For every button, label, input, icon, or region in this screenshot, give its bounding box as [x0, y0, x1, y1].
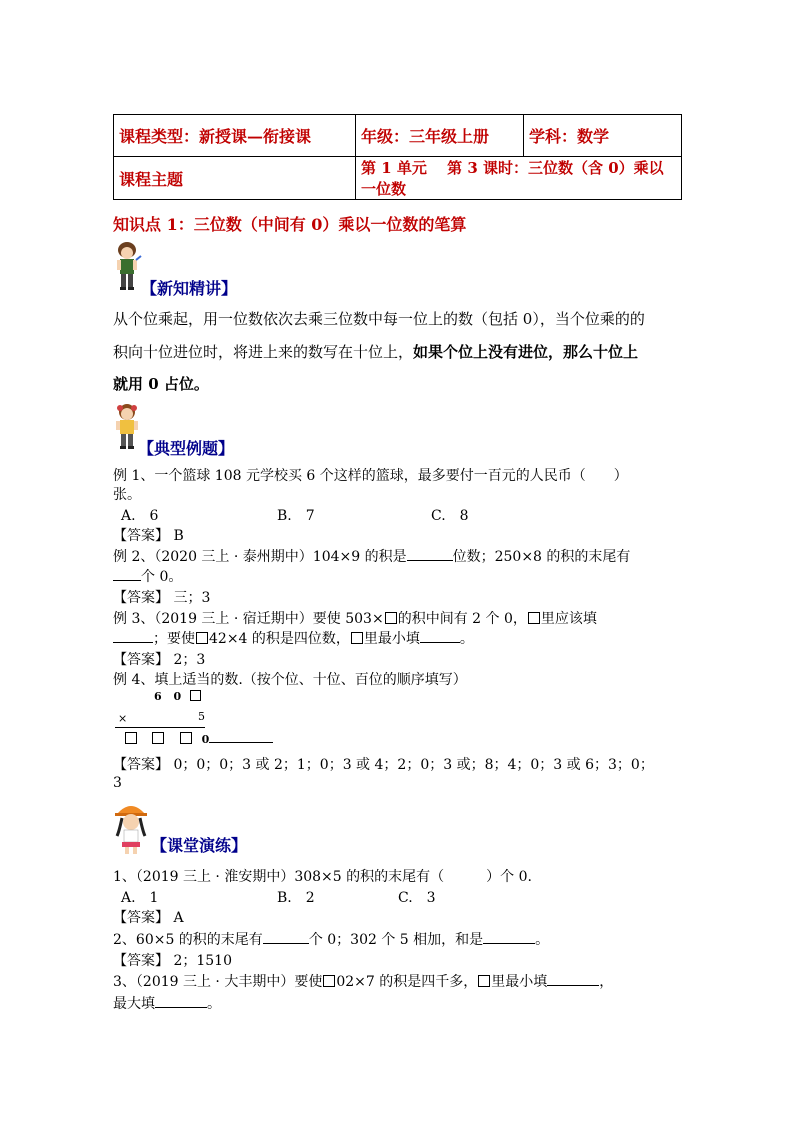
q2-text-a: 2、60×5 的积的末尾有 — [113, 932, 263, 948]
q1-option-b: B. 2 — [277, 890, 315, 906]
ex3-answer: 【答案】 2；3 — [113, 652, 206, 668]
ex4-result-zero: 0 — [201, 733, 210, 746]
ex3-text-b: 的积中间有 2 个 0， — [397, 611, 527, 627]
ex4-top-box[interactable] — [190, 690, 201, 701]
new-knowledge-heading: 【新知精讲】 — [141, 279, 238, 298]
q3-text-e: 最大填 — [113, 996, 155, 1012]
ex3-text-e: 42×4 的积是四位数， — [209, 631, 350, 647]
ex1-option-a: A. 6 — [121, 508, 159, 524]
q3-text-f: 。 — [207, 996, 221, 1012]
ex3-line-2 — [113, 628, 474, 648]
ex3-text-d: ；要使 — [153, 631, 195, 647]
ex4-times-sign: × — [118, 712, 128, 725]
q2-answer: 【答案】 2；1510 — [113, 953, 232, 969]
line3-bold: 就用 0 占位。 — [113, 375, 209, 393]
subject-cell: 学科：数学 — [524, 115, 682, 157]
q3-text-d: ， — [599, 974, 614, 990]
ex2-line-1 — [113, 546, 630, 566]
q2-blank-1[interactable] — [263, 930, 309, 944]
ex2-blank-1[interactable] — [407, 547, 453, 561]
ex4-result-row — [124, 731, 273, 747]
ex2-line-2 — [113, 566, 182, 586]
girl-hat-cartoon-icon — [113, 800, 149, 856]
knowledge-point-title: 知识点 1：三位数（中间有 0）乘以一位数的笔算 — [113, 215, 467, 234]
new-knowledge-line-2 — [113, 341, 638, 362]
topic-label-cell: 课程主题 — [114, 157, 356, 200]
new-knowledge-line-1: 从个位乘起，用一位数依次去乘三位数中每一位上的数（包括 0），当个位乘的的 — [113, 310, 645, 328]
q3-text-b: 02×7 的积是四千多， — [336, 974, 478, 990]
ex1-option-b: B. 7 — [277, 508, 315, 524]
q3-blank-1[interactable] — [547, 972, 599, 986]
new-knowledge-line-3 — [113, 373, 209, 394]
ex4-answer-line-1: 【答案】 0；0；0；3 或 2；1；0；3 或 4；2；0；3 或；8；4；0；3 或 6；3；0； — [113, 757, 654, 773]
line2-plain: 积向十位进位时，将进上来的数写在十位上， — [113, 343, 414, 361]
q3-text-a: 3、（2019 三上 · 大丰期中）要使 — [113, 974, 323, 990]
ex4-multiplier: 5 — [198, 710, 205, 723]
boy-cartoon-icon — [112, 240, 142, 292]
ex4-answer-line-2: 3 — [113, 775, 122, 791]
q3-text-c: 里最小填 — [491, 974, 548, 990]
ex2-text-c: 个 0。 — [141, 569, 183, 585]
q3-box-2[interactable] — [478, 975, 490, 987]
ex2-text-b: 位数；250×8 的积的末尾有 — [452, 549, 631, 565]
q3-blank-2[interactable] — [155, 994, 207, 1008]
topic-cell: 第 1 单元 第 3 课时：三位数（含 0）乘以一位数 — [356, 157, 682, 200]
ex2-answer: 【答案】 三；3 — [113, 590, 211, 606]
q1-option-a: A. 1 — [121, 890, 159, 906]
ex1-option-c: C. 8 — [431, 508, 469, 524]
q2-blank-2[interactable] — [483, 930, 535, 944]
ex4-result-box-3[interactable] — [180, 732, 192, 744]
q1-line: 1、（2019 三上 · 淮安期中）308×5 的积的末尾有（ ）个 0. — [113, 869, 532, 885]
grade-cell: 年级：三年级上册 — [356, 115, 524, 157]
ex4-top-digits: 6 0 — [154, 690, 186, 703]
course-type-cell: 课程类型：新授课—衔接课 — [114, 115, 356, 157]
ex3-blank-2[interactable] — [420, 629, 460, 643]
ex3-line-1 — [113, 608, 597, 628]
ex1-line-1: 例 1、一个篮球 108 元学校买 6 个这样的篮球，最多要付一百元的人民币（ ） — [113, 468, 628, 484]
ex3-box-3[interactable] — [196, 632, 208, 644]
line2-bold: 如果个位上没有进位，那么十位上 — [413, 343, 639, 361]
ex4-line-1: 例 4、填上适当的数.（按个位、十位、百位的顺序填写） — [113, 672, 467, 688]
ex2-text-a: 例 2、（2020 三上 · 泰州期中）104×9 的积是 — [113, 549, 407, 565]
ex3-text-c: 里应该填 — [540, 611, 597, 627]
ex3-box-1[interactable] — [385, 612, 397, 624]
ex4-multiplicand — [154, 690, 202, 703]
ex3-box-4[interactable] — [351, 632, 363, 644]
ex4-result-box-1[interactable] — [125, 732, 137, 744]
ex1-line-2: 张。 — [113, 487, 141, 503]
examples-heading: 【典型例题】 — [138, 439, 235, 458]
ex4-rule — [115, 727, 205, 728]
q2-line — [113, 929, 549, 949]
ex4-result-box-2[interactable] — [152, 732, 164, 744]
ex3-text-g: 。 — [459, 631, 474, 647]
ex1-answer: 【答案】 B — [113, 528, 184, 544]
q1-option-c: C. 3 — [398, 890, 436, 906]
q1-answer: 【答案】 A — [113, 910, 184, 926]
ex2-blank-2[interactable] — [113, 567, 141, 581]
q3-box-1[interactable] — [323, 975, 335, 987]
q2-text-b: 个 0；302 个 5 相加，和是 — [308, 932, 484, 948]
ex3-text-a: 例 3、（2019 三上 · 宿迁期中）要使 503× — [113, 611, 384, 627]
ex3-box-2[interactable] — [528, 612, 540, 624]
q3-line-2 — [113, 993, 221, 1013]
practice-heading: 【课堂演练】 — [151, 836, 248, 855]
ex3-blank-1[interactable] — [113, 629, 153, 643]
girl-cartoon-icon — [113, 402, 141, 452]
lesson-info-table — [113, 114, 682, 200]
ex4-answer-blank[interactable] — [209, 733, 273, 743]
q3-line-1 — [113, 971, 613, 991]
ex3-text-f: 里最小填 — [363, 631, 420, 647]
q2-text-c: 。 — [535, 932, 550, 948]
